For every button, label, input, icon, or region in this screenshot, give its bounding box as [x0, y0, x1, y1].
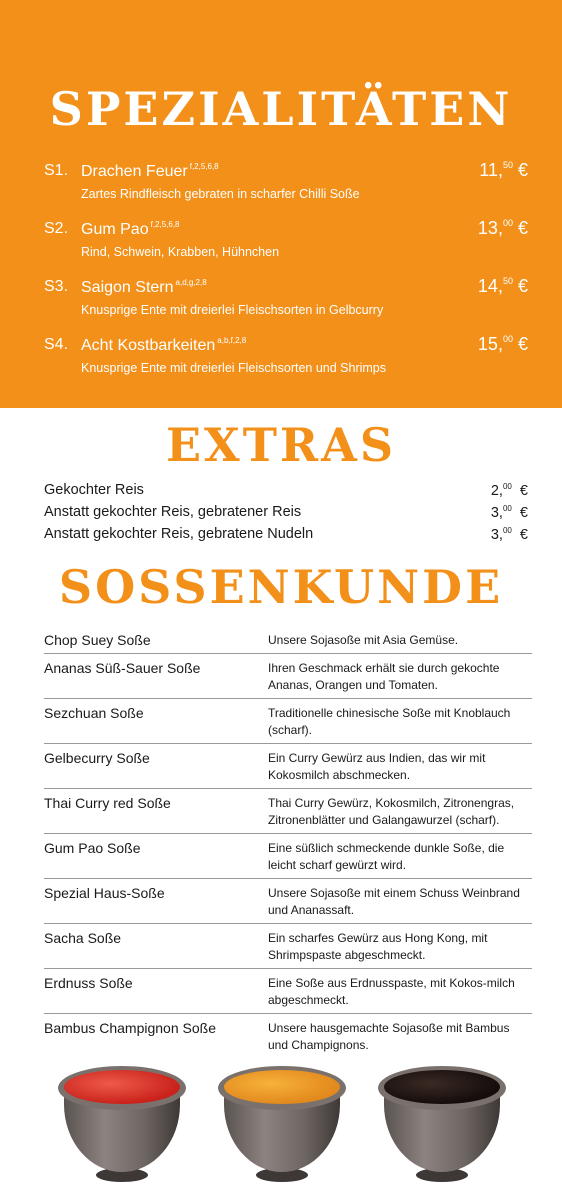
sauce-description: Ihren Geschmack erhält sie durch gekochte Ananas, Orangen und Tomaten.	[268, 661, 500, 692]
extra-label: Anstatt gekochter Reis, gebratene Nudeln	[44, 526, 314, 542]
sauce-description: Thai Curry Gewürz, Kokosmilch, Zitronengras, Zitronenblätter und Galangawurzel (scharf).	[268, 796, 515, 827]
currency: €	[519, 505, 528, 521]
dish-name-text: Acht Kostbarkeiten	[81, 337, 216, 354]
sauce-name: Thai Curry red Soße	[44, 795, 171, 811]
currency: €	[517, 276, 528, 296]
sauce-name: Sacha Soße	[44, 930, 122, 946]
sauce-description: Ein scharfes Gewürz aus Hong Kong, mit Shrimpspaste abgeschmeckt.	[268, 931, 488, 962]
sauce-item	[44, 885, 532, 924]
yellow-sauce	[224, 1070, 340, 1104]
sauces-list	[44, 632, 532, 1064]
sauce-item	[44, 840, 532, 879]
extra-label: Gekochter Reis	[44, 482, 144, 498]
sauce-bowls-photo	[0, 1060, 562, 1200]
red-sauce-bowl-image	[58, 1060, 186, 1188]
red-sauce	[64, 1070, 180, 1104]
currency: €	[517, 218, 528, 238]
specials-item-s2	[44, 220, 528, 276]
dish-description: Rind, Schwein, Krabben, Hühnchen	[81, 245, 280, 259]
price-main: 15,	[477, 334, 503, 354]
allergen-codes: f,2,5,6,8	[189, 162, 219, 171]
price-main: 3,	[490, 527, 503, 543]
dish-name	[81, 336, 246, 355]
yellow-sauce-bowl-image	[218, 1060, 346, 1188]
sauce-item	[44, 705, 532, 744]
dish-name	[81, 278, 207, 297]
sauce-description: Unsere Sojasoße mit Asia Gemüse.	[268, 633, 459, 647]
dark-sauce-bowl-image	[378, 1060, 506, 1188]
extras-title: EXTRAS	[165, 418, 397, 472]
currency: €	[519, 483, 528, 499]
extras-item	[44, 482, 528, 504]
specials-item-s1	[44, 162, 528, 218]
currency: €	[519, 527, 528, 543]
sauce-name: Erdnuss Soße	[44, 975, 133, 991]
sauces-title: SOSSENKUNDE	[58, 560, 504, 614]
sauce-description: Ein Curry Gewürz aus Indien, das wir mit Kokosmilch abschmecken.	[268, 751, 486, 782]
extra-label: Anstatt gekochter Reis, gebratener Reis	[44, 504, 302, 520]
dish-description: Knusprige Ente mit dreierlei Fleischsorten und Shrimps	[81, 361, 386, 375]
dish-description: Knusprige Ente mit dreierlei Fleischsorten in Gelbcurry	[81, 303, 384, 317]
dish-price	[479, 160, 528, 181]
sauce-item	[44, 660, 532, 699]
sauce-name: Sezchuan Soße	[44, 705, 144, 721]
specials-item-s3	[44, 278, 528, 334]
extra-price	[491, 504, 528, 521]
dish-price	[478, 218, 528, 239]
price-cents: 00	[502, 526, 512, 535]
dish-name	[81, 162, 219, 181]
price-cents: 00	[502, 504, 512, 513]
sauce-item	[44, 1020, 532, 1058]
sauce-description: Traditionelle chinesische Soße mit Knoblauch (scharf).	[268, 706, 511, 737]
dish-code: S1.	[44, 162, 69, 179]
sauce-item	[44, 975, 532, 1014]
sauce-description: Eine süßlich schmeckende dunkle Soße, die leicht scharf gewürzt wird.	[268, 841, 505, 872]
allergen-codes: a,d,g,2,8	[175, 278, 207, 287]
dish-name-text: Drachen Feuer	[81, 163, 188, 180]
allergen-codes: f,2,5,6,8	[150, 220, 180, 229]
specials-item-s4	[44, 336, 528, 392]
extras-list	[44, 482, 528, 548]
price-main: 14,	[477, 276, 503, 296]
extras-item	[44, 526, 528, 548]
price-cents: 50	[502, 160, 513, 170]
dish-name-text: Gum Pao	[81, 221, 149, 238]
specials-title: SPEZIALITÄTEN	[49, 82, 513, 136]
sauce-item	[44, 930, 532, 969]
allergen-codes: a,b,f,2,8	[217, 336, 247, 345]
sauce-name: Ananas Süß-Sauer Soße	[44, 660, 201, 676]
currency: €	[517, 160, 528, 180]
price-main: 3,	[490, 505, 503, 521]
sauce-item	[44, 632, 532, 654]
dish-code: S4.	[44, 336, 69, 353]
dish-code: S3.	[44, 278, 69, 295]
price-main: 13,	[477, 218, 503, 238]
extras-item	[44, 504, 528, 526]
price-cents: 50	[502, 276, 513, 286]
dish-description: Zartes Rindfleisch gebraten in scharfer Chilli Soße	[81, 187, 360, 201]
sauce-name: Bambus Champignon Soße	[44, 1020, 216, 1036]
dish-price	[478, 334, 528, 355]
price-main: 11,	[479, 160, 503, 180]
sauce-description: Eine Soße aus Erdnusspaste, mit Kokos-milch abgeschmeckt.	[268, 976, 515, 1007]
dish-name-text: Saigon Stern	[81, 279, 174, 296]
price-main: 2,	[490, 483, 503, 499]
dish-price	[478, 276, 528, 297]
currency: €	[517, 334, 528, 354]
sauce-name: Gum Pao Soße	[44, 840, 141, 856]
dish-name	[81, 220, 180, 239]
sauce-description: Unsere Sojasoße mit einem Schuss Weinbrand und Ananassaft.	[268, 886, 520, 917]
price-cents: 00	[502, 218, 513, 228]
dish-code: S2.	[44, 220, 69, 237]
sauce-name: Chop Suey Soße	[44, 632, 151, 648]
sauce-name: Spezial Haus-Soße	[44, 885, 165, 901]
extra-price	[491, 526, 528, 543]
sauce-description: Unsere hausgemachte Sojasoße mit Bambus und Champignons.	[268, 1021, 510, 1052]
extra-price	[491, 482, 528, 499]
sauce-item	[44, 750, 532, 789]
dark-sauce	[384, 1070, 500, 1104]
price-cents: 00	[502, 334, 513, 344]
price-cents: 00	[502, 482, 512, 491]
sauce-name: Gelbecurry Soße	[44, 750, 150, 766]
sauce-item	[44, 795, 532, 834]
